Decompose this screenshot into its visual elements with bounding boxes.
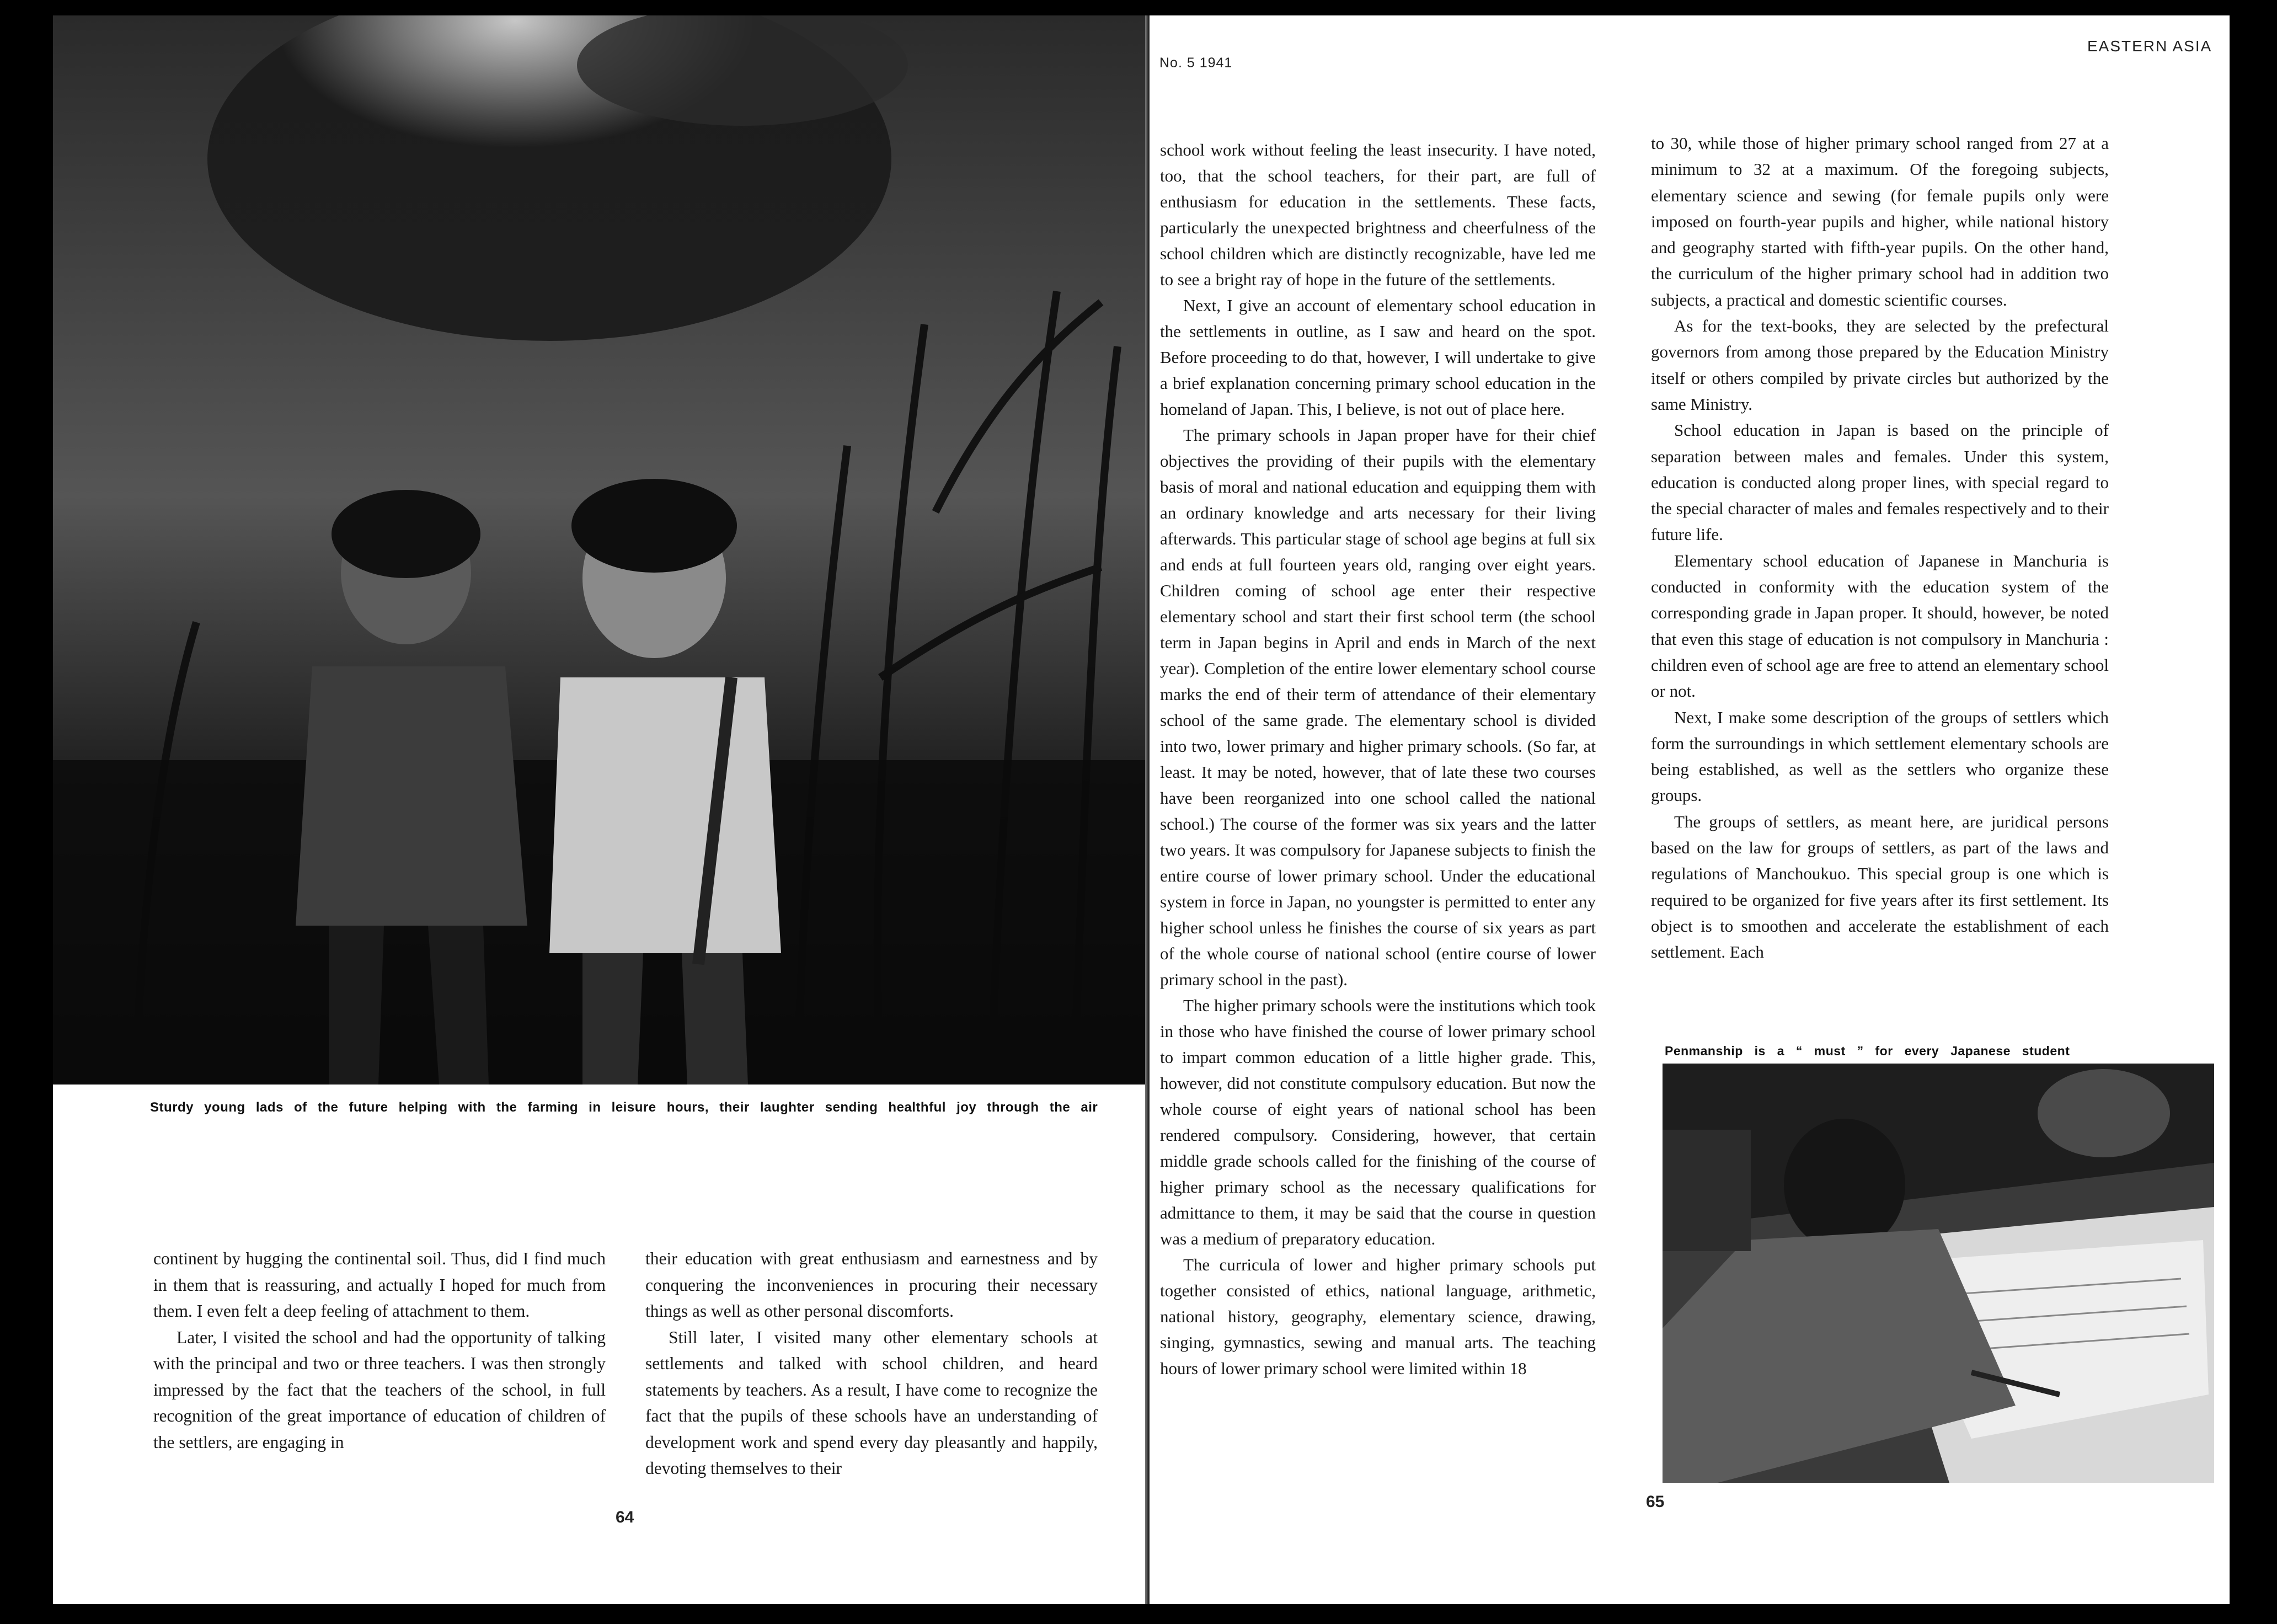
paragraph: The curricula of lower and higher primary schools put together consisted of ethics, national language, arithmetic, national history, geography, elementary science, drawing, singing, gymnastics, sewing and manual arts. The teaching hours of lower primary school were limited within 18: [1160, 1255, 1596, 1378]
page-number: 65: [1646, 1493, 1665, 1511]
left-page: [53, 15, 1145, 1604]
paragraph: Still later, I visited many other elementary schools at settlements and talked with school children, and heard statements by teachers. As a result, I have come to recognize the fact that the pupils of these schools have an understanding of development work and spend every day pleasantly and happily, devoting themselves to their: [645, 1327, 1098, 1478]
left-text-column-2: [645, 1246, 1098, 1482]
right-page: [1150, 15, 2230, 1604]
paragraph: school work without feeling the least insecurity. I have noted, too, that the school teachers, for their part, are full of enthusiasm for education in the settlements. These facts, particularly the unexpected brightness and cheerfulness of the school children which are distinctly recognizable, have led me to see a bright ray of hope in the future of the settlements.: [1160, 140, 1596, 289]
penmanship-photo-image: [1663, 1064, 2214, 1483]
right-text-column-2: [1651, 130, 2109, 965]
left-text-column-1: [153, 1246, 606, 1455]
paragraph: Next, I give an account of elementary school education in the settlements in outline, as I saw and heard on the spot. Before proceeding to do that, however, I will undertake to give a brief explanation concerning primary school education in the homeland of Japan. This, I believe, is not out of place here.: [1160, 296, 1596, 419]
penmanship-photo-caption: Penmanship is a “ must ” for every Japanese student: [1665, 1044, 2070, 1058]
right-text-column-1: [1160, 137, 1596, 1381]
paragraph: As for the text-books, they are selected by the prefectural governors from among those prepared by the Education Ministry itself or others compiled by private circles but authorized by the same Ministry.: [1651, 316, 2109, 414]
page-number: 64: [616, 1508, 634, 1526]
paragraph: to 30, while those of higher primary school ranged from 27 at a minimum to 32 at a maximum. Of the foregoing subjects, elementary science and sewing (for female pupils only were imposed on fourth-year pupils and higher, while national history and geography started with fifth-year pupils. On the other hand, the curriculum of the higher primary school had in addition two subjects, a practical and domestic scientific courses.: [1651, 133, 2109, 309]
paragraph: The higher primary schools were the institutions which took in those who have finished the course of lower primary school to impart common education of a little higher grade. This, however, did not constitute compulsory education. But now the whole course of eight years of national school has been rendered compulsory. Considering, however, that certain middle grade schools called for the finishing of the course of higher primary school as the necessary qualifications for admittance to them, it may be said that the course in question was a medium of preparatory education.: [1160, 996, 1596, 1248]
farm-children-photo-image: [53, 15, 1145, 1085]
paragraph: their education with great enthusiasm and earnestness and by conquering the inconveniences in procuring their necessary things as well as other personal discomforts.: [645, 1249, 1098, 1321]
penmanship-photo: [1663, 1064, 2214, 1483]
paragraph: Next, I make some description of the groups of settlers which form the surroundings in which settlement elementary schools are being established, as well as the settlers who organize these groups.: [1651, 707, 2109, 805]
journal-title: EASTERN ASIA: [2087, 38, 2212, 55]
paragraph: The primary schools in Japan proper have for their chief objectives the providing of their pupils with the elementary basis of moral and national education and equipping them with an ordinary knowledge and arts necessary for their living afterwards. This particular stage of school age begins at full six and ends at full fourteen years old, ranging over eight years. Children coming of school age enter their respective elementary school and start their first school term (the school term in Japan begins in April and ends in March of the next year). Completion of the entire lower elementary school course marks the end of their term of attendance of their elementary school of the same grade. The elementary school is divided into two, lower primary and higher primary schools. (So far, at least. It may be noted, however, that of late these two courses have been reorganized into one school called the national school.) The course of the former was six years and the latter two years. It was compulsory for Japanese subjects to finish the entire course of lower primary school. Under the educational system in force in Japan, no youngster is permitted to enter any higher school unless he finishes the course of six years as part of the whole course of national school (entire course of lower primary school in the past).: [1160, 425, 1596, 989]
paragraph: Elementary school education of Japanese in Manchuria is conducted in conformity with the education system of the corresponding grade in Japan proper. It should, however, be noted that even this stage of education is not compulsory in Manchuria : children even of school age are free to attend an elementary school or not.: [1651, 551, 2109, 701]
farm-photo-caption: Sturdy young lads of the future helping with the farming in leisure hours, their laughter sending healthful joy through the air: [150, 1100, 1098, 1115]
paragraph: continent by hugging the continental soil. Thus, did I find much in them that is reassuring, and actually I hoped for much from them. I even felt a deep feeling of attachment to them.: [153, 1249, 606, 1321]
paragraph: Later, I visited the school and had the opportunity of talking with the principal and two or three teachers. I was then strongly impressed by the fact that the teachers of the school, in full recognition of the great importance of education of children of the settlers, are engaging in: [153, 1327, 606, 1452]
paragraph: School education in Japan is based on the principle of separation between males and females. Under this system, education is conducted along proper lines, with special regard to the special character of males and females respectively and to their future life.: [1651, 420, 2109, 544]
paragraph: The groups of settlers, as meant here, are juridical persons based on the law for groups of settlers, as part of the laws and regulations of Manchoukuo. This special group is one which is required to be organized for five years after its first settlement. Its object is to smoothen and accelerate the establishment of each settlement. Each: [1651, 811, 2109, 962]
issue-label: No. 5 1941: [1159, 55, 1233, 71]
farm-children-photo: [53, 15, 1145, 1085]
